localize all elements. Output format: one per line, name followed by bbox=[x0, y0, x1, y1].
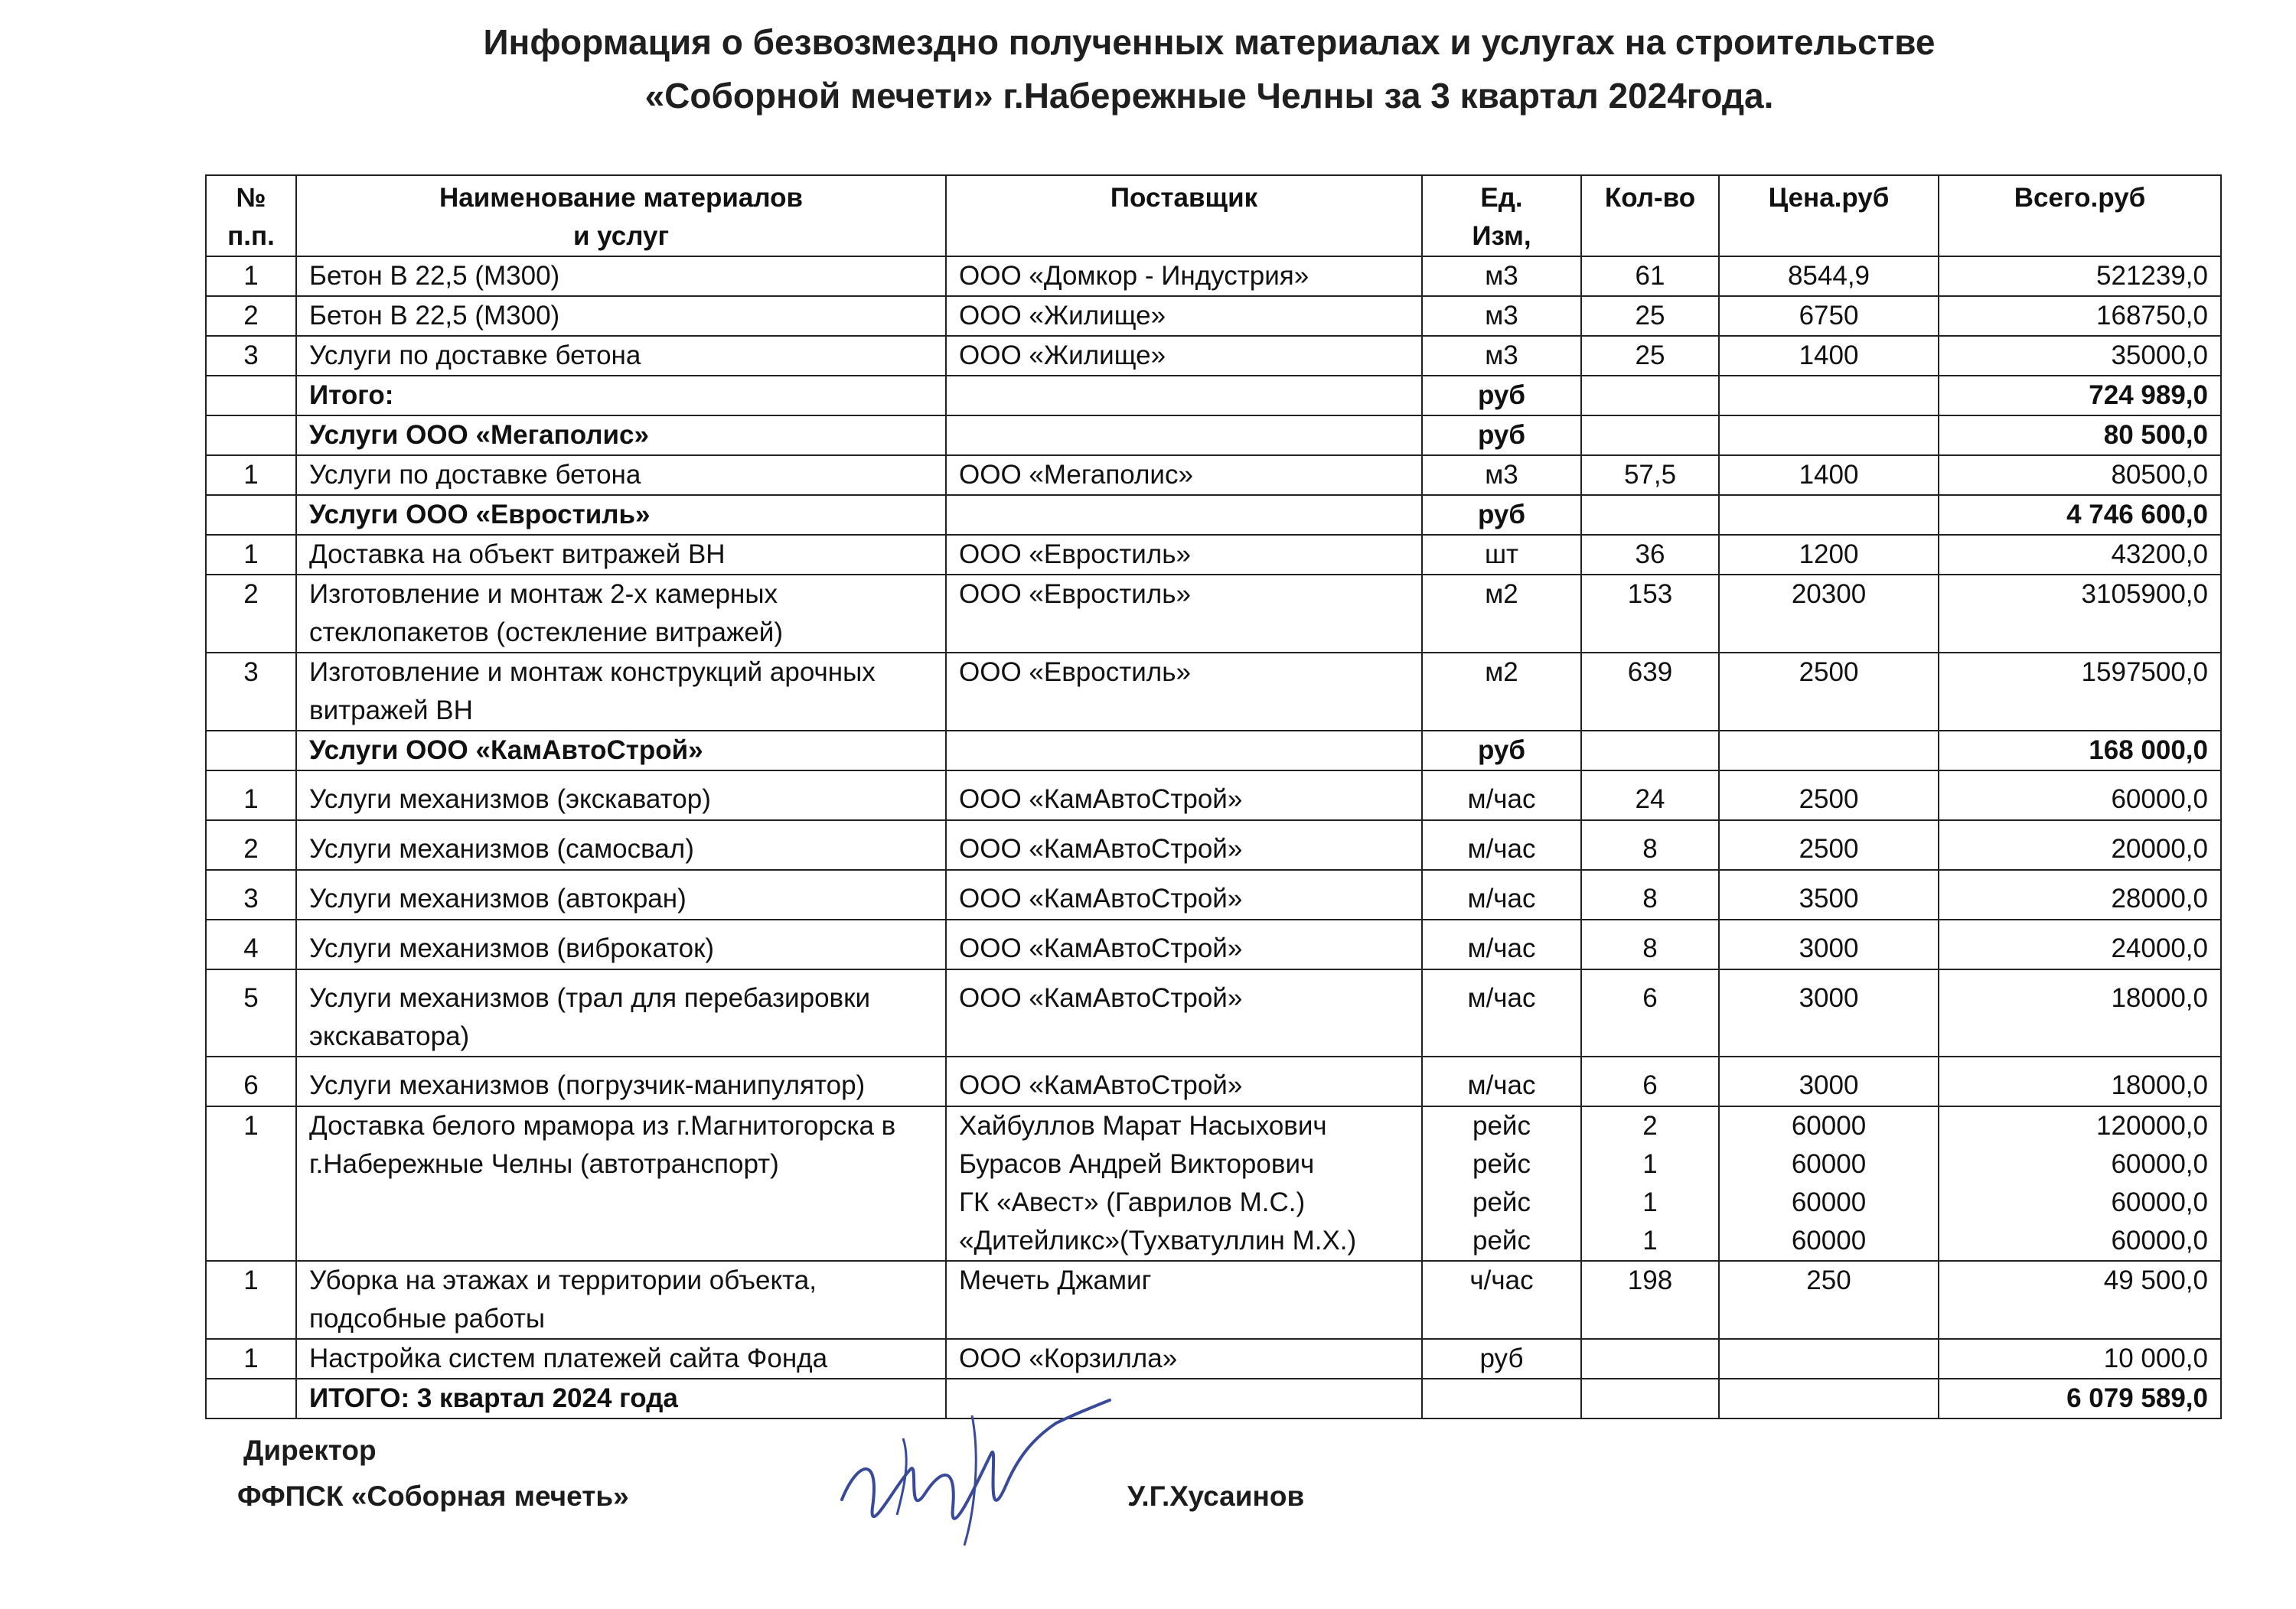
row-total: 3105900,0 bbox=[1939, 575, 2221, 653]
row-total: 80500,0 bbox=[1939, 455, 2221, 495]
row-supplier: Мечеть Джамиг bbox=[946, 1261, 1422, 1339]
col-header-name: Наименование материалов и услуг bbox=[296, 175, 946, 256]
col-header-price: Цена.руб bbox=[1719, 175, 1939, 256]
row-quantity: 6 bbox=[1581, 969, 1719, 1057]
table-body bbox=[206, 256, 2221, 1418]
row-number: 1 bbox=[206, 1339, 296, 1379]
row-total: 35000,0 bbox=[1939, 336, 2221, 376]
row-number bbox=[206, 731, 296, 770]
row-name: Услуги ООО «Евростиль» bbox=[296, 495, 946, 535]
row-number bbox=[206, 1379, 296, 1418]
row-unit: руб bbox=[1422, 1339, 1581, 1379]
row-supplier bbox=[946, 731, 1422, 770]
row-quantity: 57,5 bbox=[1581, 455, 1719, 495]
row-supplier: ООО «Жилище» bbox=[946, 296, 1422, 336]
row-name: Услуги механизмов (экскаватор) bbox=[296, 770, 946, 820]
row-total: 1597500,0 bbox=[1939, 653, 2221, 731]
table-row bbox=[206, 1261, 2221, 1339]
handwritten-signature bbox=[827, 1392, 1117, 1568]
row-price: 1400 bbox=[1719, 455, 1939, 495]
signer-position: Директор bbox=[243, 1435, 377, 1466]
row-total: 28000,0 bbox=[1939, 870, 2221, 920]
table-row bbox=[206, 920, 2221, 969]
table-row bbox=[206, 296, 2221, 336]
table-row bbox=[206, 870, 2221, 920]
row-total: 24000,0 bbox=[1939, 920, 2221, 969]
row-total: 724 989,0 bbox=[1939, 376, 2221, 415]
row-number: 2 bbox=[206, 296, 296, 336]
row-number bbox=[206, 376, 296, 415]
row-unit: рейс рейс рейс рейс bbox=[1422, 1106, 1581, 1261]
table-row bbox=[206, 653, 2221, 731]
row-number: 4 bbox=[206, 920, 296, 969]
row-number: 3 bbox=[206, 653, 296, 731]
row-unit: м/час bbox=[1422, 969, 1581, 1057]
table-row bbox=[206, 535, 2221, 575]
row-name: Услуги ООО «Мегаполис» bbox=[296, 415, 946, 455]
row-number: 2 bbox=[206, 820, 296, 870]
row-price: 60000 60000 60000 60000 bbox=[1719, 1106, 1939, 1261]
row-name: Услуги механизмов (трал для перебазировки экскаватора) bbox=[296, 969, 946, 1057]
row-number: 1 bbox=[206, 1261, 296, 1339]
col-header-total: Всего.руб bbox=[1939, 175, 2221, 256]
table-row bbox=[206, 969, 2221, 1057]
row-quantity: 153 bbox=[1581, 575, 1719, 653]
row-quantity: 2 1 1 1 bbox=[1581, 1106, 1719, 1261]
row-unit: м/час bbox=[1422, 820, 1581, 870]
row-supplier: ООО «КамАвтоСтрой» bbox=[946, 820, 1422, 870]
row-supplier: ООО «Корзилла» bbox=[946, 1339, 1422, 1379]
row-price bbox=[1719, 376, 1939, 415]
row-quantity bbox=[1581, 731, 1719, 770]
row-number: 5 bbox=[206, 969, 296, 1057]
row-number: 3 bbox=[206, 336, 296, 376]
row-unit: м/час bbox=[1422, 920, 1581, 969]
row-supplier: ООО «Евростиль» bbox=[946, 575, 1422, 653]
row-number: 2 bbox=[206, 575, 296, 653]
row-total: 168750,0 bbox=[1939, 296, 2221, 336]
row-quantity: 8 bbox=[1581, 920, 1719, 969]
row-name: ИТОГО: 3 квартал 2024 года bbox=[296, 1379, 946, 1418]
row-name: Доставка на объект витражей ВН bbox=[296, 535, 946, 575]
row-name: Услуги механизмов (самосвал) bbox=[296, 820, 946, 870]
row-supplier bbox=[946, 415, 1422, 455]
row-unit: м2 bbox=[1422, 575, 1581, 653]
row-total: 20000,0 bbox=[1939, 820, 2221, 870]
row-name: Изготовление и монтаж 2-х камерных стеклопакетов (остекление витражей) bbox=[296, 575, 946, 653]
row-price: 3000 bbox=[1719, 1057, 1939, 1106]
signer-name: У.Г.Хусаинов bbox=[1127, 1480, 1305, 1512]
signer-organization: ФФПСК «Соборная мечеть» bbox=[237, 1480, 629, 1512]
row-unit: руб bbox=[1422, 731, 1581, 770]
row-price: 3500 bbox=[1719, 870, 1939, 920]
row-number: 6 bbox=[206, 1057, 296, 1106]
row-total: 521239,0 bbox=[1939, 256, 2221, 296]
row-quantity: 639 bbox=[1581, 653, 1719, 731]
row-unit: руб bbox=[1422, 376, 1581, 415]
row-unit: м3 bbox=[1422, 296, 1581, 336]
row-total: 60000,0 bbox=[1939, 770, 2221, 820]
row-number: 3 bbox=[206, 870, 296, 920]
row-name: Бетон В 22,5 (М300) bbox=[296, 296, 946, 336]
row-total: 168 000,0 bbox=[1939, 731, 2221, 770]
row-number: 1 bbox=[206, 1106, 296, 1261]
row-price: 1200 bbox=[1719, 535, 1939, 575]
row-price: 2500 bbox=[1719, 653, 1939, 731]
row-name: Услуги механизмов (виброкаток) bbox=[296, 920, 946, 969]
row-name: Услуги механизмов (автокран) bbox=[296, 870, 946, 920]
row-price: 3000 bbox=[1719, 920, 1939, 969]
row-quantity: 6 bbox=[1581, 1057, 1719, 1106]
table-row bbox=[206, 820, 2221, 870]
table-row bbox=[206, 1339, 2221, 1379]
row-name: Уборка на этажах и территории объекта, подсобные работы bbox=[296, 1261, 946, 1339]
row-total: 80 500,0 bbox=[1939, 415, 2221, 455]
subtotal-row bbox=[206, 415, 2221, 455]
row-quantity: 25 bbox=[1581, 296, 1719, 336]
col-header-unit: Ед. Изм, bbox=[1422, 175, 1581, 256]
row-price: 250 bbox=[1719, 1261, 1939, 1339]
row-quantity: 36 bbox=[1581, 535, 1719, 575]
row-number: 1 bbox=[206, 770, 296, 820]
row-unit: м/час bbox=[1422, 870, 1581, 920]
row-supplier: ООО «Евростиль» bbox=[946, 535, 1422, 575]
table-header bbox=[206, 175, 2221, 256]
row-name: Доставка белого мрамора из г.Магнитогорска в г.Набережные Челны (автотранспорт) bbox=[296, 1106, 946, 1261]
row-price bbox=[1719, 731, 1939, 770]
row-price bbox=[1719, 1339, 1939, 1379]
row-quantity: 198 bbox=[1581, 1261, 1719, 1339]
row-total: 49 500,0 bbox=[1939, 1261, 2221, 1339]
row-price bbox=[1719, 1379, 1939, 1418]
row-unit bbox=[1422, 1379, 1581, 1418]
row-number: 1 bbox=[206, 455, 296, 495]
table-row bbox=[206, 1057, 2221, 1106]
row-quantity bbox=[1581, 415, 1719, 455]
document-title-line-2: «Соборной мечети» г.Набережные Челны за 3 квартал 2024года. bbox=[644, 76, 1774, 116]
grand-total-row bbox=[206, 1379, 2221, 1418]
row-supplier: ООО «КамАвтоСтрой» bbox=[946, 870, 1422, 920]
row-unit: м/час bbox=[1422, 770, 1581, 820]
row-price bbox=[1719, 415, 1939, 455]
row-supplier: ООО «КамАвтоСтрой» bbox=[946, 920, 1422, 969]
row-price bbox=[1719, 495, 1939, 535]
col-header-supplier: Поставщик bbox=[946, 175, 1422, 256]
row-quantity: 61 bbox=[1581, 256, 1719, 296]
row-unit: руб bbox=[1422, 495, 1581, 535]
table-row-multi bbox=[206, 1106, 2221, 1261]
row-name: Услуги механизмов (погрузчик-манипулятор) bbox=[296, 1057, 946, 1106]
subtotal-row bbox=[206, 376, 2221, 415]
row-quantity bbox=[1581, 1379, 1719, 1418]
row-unit: шт bbox=[1422, 535, 1581, 575]
row-supplier: ООО «КамАвтоСтрой» bbox=[946, 1057, 1422, 1106]
row-supplier bbox=[946, 495, 1422, 535]
row-price: 3000 bbox=[1719, 969, 1939, 1057]
row-supplier: ООО «Евростиль» bbox=[946, 653, 1422, 731]
row-quantity: 25 bbox=[1581, 336, 1719, 376]
row-total: 43200,0 bbox=[1939, 535, 2221, 575]
row-total: 4 746 600,0 bbox=[1939, 495, 2221, 535]
row-quantity bbox=[1581, 1339, 1719, 1379]
row-price: 20300 bbox=[1719, 575, 1939, 653]
row-supplier bbox=[946, 376, 1422, 415]
row-name: Услуги по доставке бетона bbox=[296, 336, 946, 376]
document-title-line-1: Информация о безвозмездно полученных материалах и услугах на строительстве bbox=[483, 22, 1936, 62]
row-supplier: ООО «КамАвтоСтрой» bbox=[946, 770, 1422, 820]
row-total: 120000,0 60000,0 60000,0 60000,0 bbox=[1939, 1106, 2221, 1261]
row-supplier: ООО «КамАвтоСтрой» bbox=[946, 969, 1422, 1057]
row-price: 2500 bbox=[1719, 770, 1939, 820]
row-number bbox=[206, 495, 296, 535]
row-quantity: 24 bbox=[1581, 770, 1719, 820]
row-supplier: ООО «Домкор - Индустрия» bbox=[946, 256, 1422, 296]
row-name: Бетон В 22,5 (М300) bbox=[296, 256, 946, 296]
row-price: 8544,9 bbox=[1719, 256, 1939, 296]
materials-services-table bbox=[205, 174, 2222, 1419]
row-supplier: Хайбуллов Марат Насыхович Бурасов Андрей Викторович ГК «Авест» (Гаврилов М.С.) «Дитейликс»(Тухватуллин М.Х.) bbox=[946, 1106, 1422, 1261]
row-price: 6750 bbox=[1719, 296, 1939, 336]
row-number: 1 bbox=[206, 256, 296, 296]
row-total: 10 000,0 bbox=[1939, 1339, 2221, 1379]
row-supplier: ООО «Жилище» bbox=[946, 336, 1422, 376]
row-name: Настройка систем платежей сайта Фонда bbox=[296, 1339, 946, 1379]
row-unit: м/час bbox=[1422, 1057, 1581, 1106]
row-unit: м3 bbox=[1422, 455, 1581, 495]
row-name: Итого: bbox=[296, 376, 946, 415]
row-quantity: 8 bbox=[1581, 870, 1719, 920]
row-name: Услуги по доставке бетона bbox=[296, 455, 946, 495]
row-quantity bbox=[1581, 376, 1719, 415]
row-total: 18000,0 bbox=[1939, 969, 2221, 1057]
row-supplier: ООО «Мегаполис» bbox=[946, 455, 1422, 495]
table-row bbox=[206, 575, 2221, 653]
row-quantity: 8 bbox=[1581, 820, 1719, 870]
row-number: 1 bbox=[206, 535, 296, 575]
row-unit: м3 bbox=[1422, 256, 1581, 296]
row-unit: м3 bbox=[1422, 336, 1581, 376]
subtotal-row bbox=[206, 731, 2221, 770]
col-header-number: № п.п. bbox=[206, 175, 296, 256]
subtotal-row bbox=[206, 495, 2221, 535]
table-row bbox=[206, 455, 2221, 495]
row-total: 18000,0 bbox=[1939, 1057, 2221, 1106]
row-total: 6 079 589,0 bbox=[1939, 1379, 2221, 1418]
row-unit: ч/час bbox=[1422, 1261, 1581, 1339]
row-name: Изготовление и монтаж конструкций арочных витражей ВН bbox=[296, 653, 946, 731]
row-quantity bbox=[1581, 495, 1719, 535]
table-row bbox=[206, 770, 2221, 820]
row-price: 2500 bbox=[1719, 820, 1939, 870]
col-header-quantity: Кол-во bbox=[1581, 175, 1719, 256]
row-unit: м2 bbox=[1422, 653, 1581, 731]
table-row bbox=[206, 256, 2221, 296]
row-price: 1400 bbox=[1719, 336, 1939, 376]
row-number bbox=[206, 415, 296, 455]
row-unit: руб bbox=[1422, 415, 1581, 455]
row-name: Услуги ООО «КамАвтоСтрой» bbox=[296, 731, 946, 770]
table-row bbox=[206, 336, 2221, 376]
